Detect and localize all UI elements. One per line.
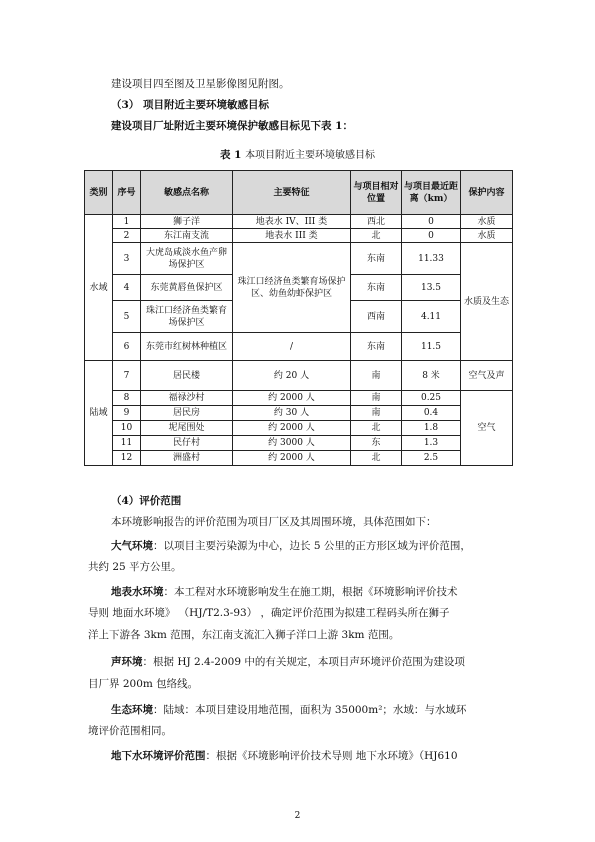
cell-feature: 约 3000 人: [233, 436, 351, 451]
table-caption-number: 表 1: [219, 149, 242, 161]
cell-name: 东江南支流: [141, 229, 233, 243]
cell-position: 西北: [351, 215, 402, 229]
cell-no: 1: [113, 215, 141, 229]
table-row: [85, 421, 513, 436]
cell-position: 南: [351, 406, 402, 421]
cell-no: 5: [113, 301, 141, 333]
cell-protection: 水质: [461, 229, 513, 243]
cell-protection: 空气及声: [461, 361, 513, 391]
air-text-2: 共约 25 平方公里。: [88, 561, 182, 573]
groundwater-text-1: ：根据《环境影响评价技术导则 地下水环境》（HJ610: [205, 750, 458, 762]
cell-name: 坭尾围处: [141, 421, 233, 436]
air-paragraph: [111, 539, 471, 553]
cell-distance: 13.5: [402, 275, 461, 301]
surface-water-text-3: 洋上下游各 3km 范围，东江南支流汇入狮子洋口上游 3km 范围。: [88, 629, 400, 641]
cell-name: 居民楼: [141, 361, 233, 391]
cell-feature: 约 30 人: [233, 406, 351, 421]
eco-label: 生态环境: [111, 704, 153, 716]
section4-heading: （4）评价范围: [111, 495, 182, 507]
cell-position: 南: [351, 391, 402, 406]
cell-feature: 约 2000 人: [233, 451, 351, 466]
cell-feature: 地表水 III 类: [233, 229, 351, 243]
noise-label: 声环境: [111, 656, 143, 668]
cell-no: 10: [113, 421, 141, 436]
table-row: [85, 243, 513, 275]
cell-feature: 约 20 人: [233, 361, 351, 391]
cell-no: 11: [113, 436, 141, 451]
cell-feature: 约 2000 人: [233, 391, 351, 406]
section3-subheading: 建设项目厂址附近主要环境保护敏感目标见下表 1：: [111, 120, 353, 132]
header-protection: 保护内容: [461, 171, 513, 215]
cell-distance: 0.4: [402, 406, 461, 421]
eco-text-2: 境评价范围相同。: [88, 725, 172, 737]
table-row: [85, 229, 513, 243]
cell-name: 居民房: [141, 406, 233, 421]
groundwater-paragraph: [111, 749, 458, 763]
surface-water-text-2: 导则 地面水环境》 （HJ/T2.3-93） ，确定评价范围为拟建工程码头所在狮子: [88, 607, 450, 619]
cell-distance: 11.33: [402, 243, 461, 275]
cell-name: 福禄沙村: [141, 391, 233, 406]
intro-line: 建设项目四至图及卫星影像图见附图。: [111, 78, 290, 90]
noise-text-2: 目厂界 200m 包络线。: [88, 678, 199, 690]
cell-protection-merged: 水质及生态: [461, 243, 513, 361]
cell-no: 9: [113, 406, 141, 421]
table-header-row: [85, 171, 513, 215]
section4-intro: 本环境影响报告的评价范围为项目厂区及其周围环境，具体范围如下：: [111, 516, 437, 528]
groundwater-label: 地下水环境评价范围: [111, 750, 206, 762]
noise-text-1: ：根据 HJ 2.4-2009 中的有关规定，本项目声环境评价范围为建设项: [142, 656, 465, 668]
cell-position: 东南: [351, 243, 402, 275]
cell-no: 12: [113, 451, 141, 466]
cell-position: 东南: [351, 275, 402, 301]
header-category: 类别: [85, 171, 113, 215]
cell-position: 北: [351, 229, 402, 243]
eco-paragraph: [111, 703, 466, 717]
surface-water-label: 地表水环境: [111, 586, 164, 598]
cell-position: 东: [351, 436, 402, 451]
cell-distance: 4.11: [402, 301, 461, 333]
category-water: 水域: [85, 215, 113, 361]
cell-name: 珠江口经济鱼类繁育场保护区: [141, 301, 233, 333]
header-position: 与项目相对位置: [351, 171, 402, 215]
cell-name: 狮子洋: [141, 215, 233, 229]
table-caption-text: 本项目附近主要环境敏感目标: [245, 150, 376, 161]
cell-feature: 地表水 IV、III 类: [233, 215, 351, 229]
cell-distance: 0: [402, 229, 461, 243]
cell-position: 东南: [351, 333, 402, 361]
cell-name: 洲盛村: [141, 451, 233, 466]
cell-distance: 11.5: [402, 333, 461, 361]
cell-position: 南: [351, 361, 402, 391]
header-name: 敏感点名称: [141, 171, 233, 215]
table-row: [85, 215, 513, 229]
table-caption: [0, 146, 595, 162]
header-no: 序号: [113, 171, 141, 215]
cell-protection-merged: 空气: [461, 391, 513, 466]
air-label: 大气环境: [111, 540, 153, 552]
surface-water-text-1: ：本工程对水环境影响发生在施工期，根据《环境影响评价技术: [163, 586, 458, 598]
sensitive-targets-table: [84, 170, 513, 466]
cell-name: 大虎岛咸淡水鱼产卵场保护区: [141, 243, 233, 275]
cell-feature: 约 2000 人: [233, 421, 351, 436]
cell-distance: 0: [402, 215, 461, 229]
page-number: 2: [294, 811, 301, 821]
cell-no: 7: [113, 361, 141, 391]
air-text-1: ：以项目主要污染源为中心，边长 5 公里的正方形区域为评价范围，: [153, 540, 471, 552]
cell-position: 北: [351, 421, 402, 436]
table-row: [85, 406, 513, 421]
noise-paragraph: [111, 655, 465, 669]
cell-no: 2: [113, 229, 141, 243]
cell-distance: 0.25: [402, 391, 461, 406]
table-row: [85, 391, 513, 406]
table-row: [85, 361, 513, 391]
cell-position: 西南: [351, 301, 402, 333]
cell-position: 北: [351, 451, 402, 466]
table-row: [85, 333, 513, 361]
cell-feature: /: [233, 333, 351, 361]
header-feature: 主要特征: [233, 171, 351, 215]
cell-no: 3: [113, 243, 141, 275]
cell-distance: 1.8: [402, 421, 461, 436]
cell-feature-merged: 珠江口经济鱼类繁育场保护区、幼鱼幼虾保护区: [233, 243, 351, 333]
cell-no: 6: [113, 333, 141, 361]
section3-heading: （3） 项目附近主要环境敏感目标: [111, 99, 269, 111]
eco-text-1: ：陆域：本项目建设用地范围，面积为 35000m²；水域：与水域环: [153, 704, 467, 716]
table-row: [85, 436, 513, 451]
cell-distance: 2.5: [402, 451, 461, 466]
category-land: 陆域: [85, 361, 113, 466]
cell-name: 东莞市红树林种植区: [141, 333, 233, 361]
surface-water-paragraph: [111, 585, 458, 599]
header-distance: 与项目最近距离（km）: [402, 171, 461, 215]
cell-distance: 8 米: [402, 361, 461, 391]
cell-no: 4: [113, 275, 141, 301]
cell-name: 东莞黄唇鱼保护区: [141, 275, 233, 301]
cell-protection: 水质: [461, 215, 513, 229]
cell-no: 8: [113, 391, 141, 406]
table-row: [85, 451, 513, 466]
cell-distance: 1.3: [402, 436, 461, 451]
cell-name: 民仔村: [141, 436, 233, 451]
